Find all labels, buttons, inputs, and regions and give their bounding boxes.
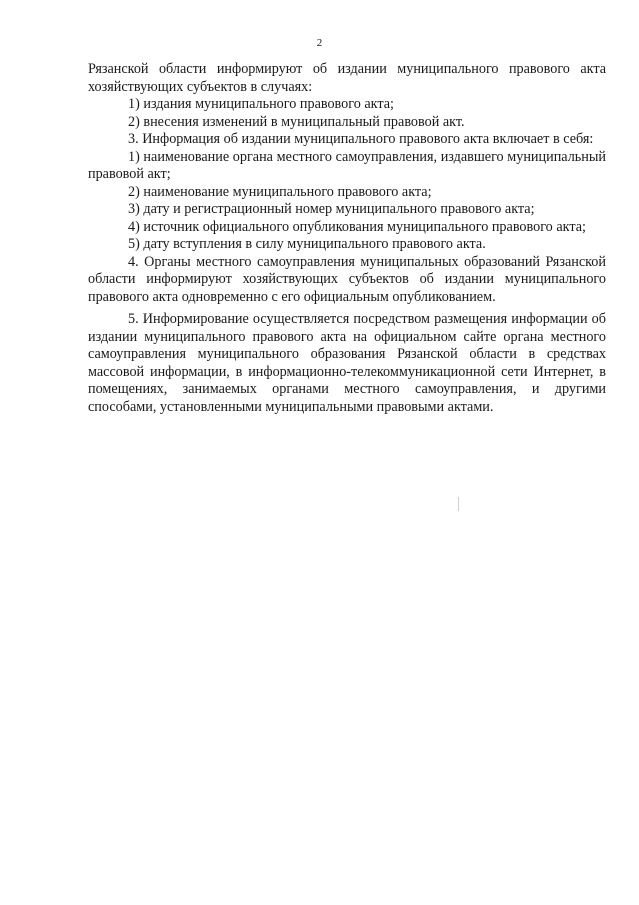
page-number: 2 [316,37,323,49]
paragraph-5: 5. Информирование осуществляется посредством размещения информации об издании муниципального правового акта на официальном сайте органа местного самоуправления муниципального образования Рязанской области в средствах массовой информации, в информационно-телекоммуникационной сети Интернет, в помещениях, занимаемых органами местного самоуправления, и другими способами, установленными муниципальными правовыми актами. [88,311,606,415]
paragraph-intro: Рязанской области информируют об издании муниципального правового акта хозяйствующих субъектов в случаях: [88,61,606,95]
paragraph-3-heading: 3. Информация об издании муниципального правового акта включает в себя: [128,131,594,147]
list-item-2-amendment: 2) внесения изменений в муниципальный правовой акт. [128,113,465,130]
list-item-3-date-number: 3) дату и регистрационный номер муниципального правового акта; [128,201,535,217]
list-item-2-act-name: 2) наименование муниципального правового акта; [128,183,432,200]
list-item-5-effective-date: 5) дату вступления в силу муниципального правового акта. [128,236,486,252]
scan-speck [458,497,459,511]
list-item-1-issuance: 1) издания муниципального правового акта; [128,96,394,112]
paragraph-4: 4. Органы местного самоуправления муниципальных образований Рязанской области информируют хозяйствующих субъектов об издании муниципального правового акта одновременно с его официальным опубликованием. [88,253,606,305]
list-item-4-source: 4) источник официального опубликования муниципального правового акта; [128,218,586,235]
list-item-1-body-name: 1) наименование органа местного самоуправления, издавшего муниципальный правовой акт; [88,148,606,182]
document-body [88,61,606,416]
